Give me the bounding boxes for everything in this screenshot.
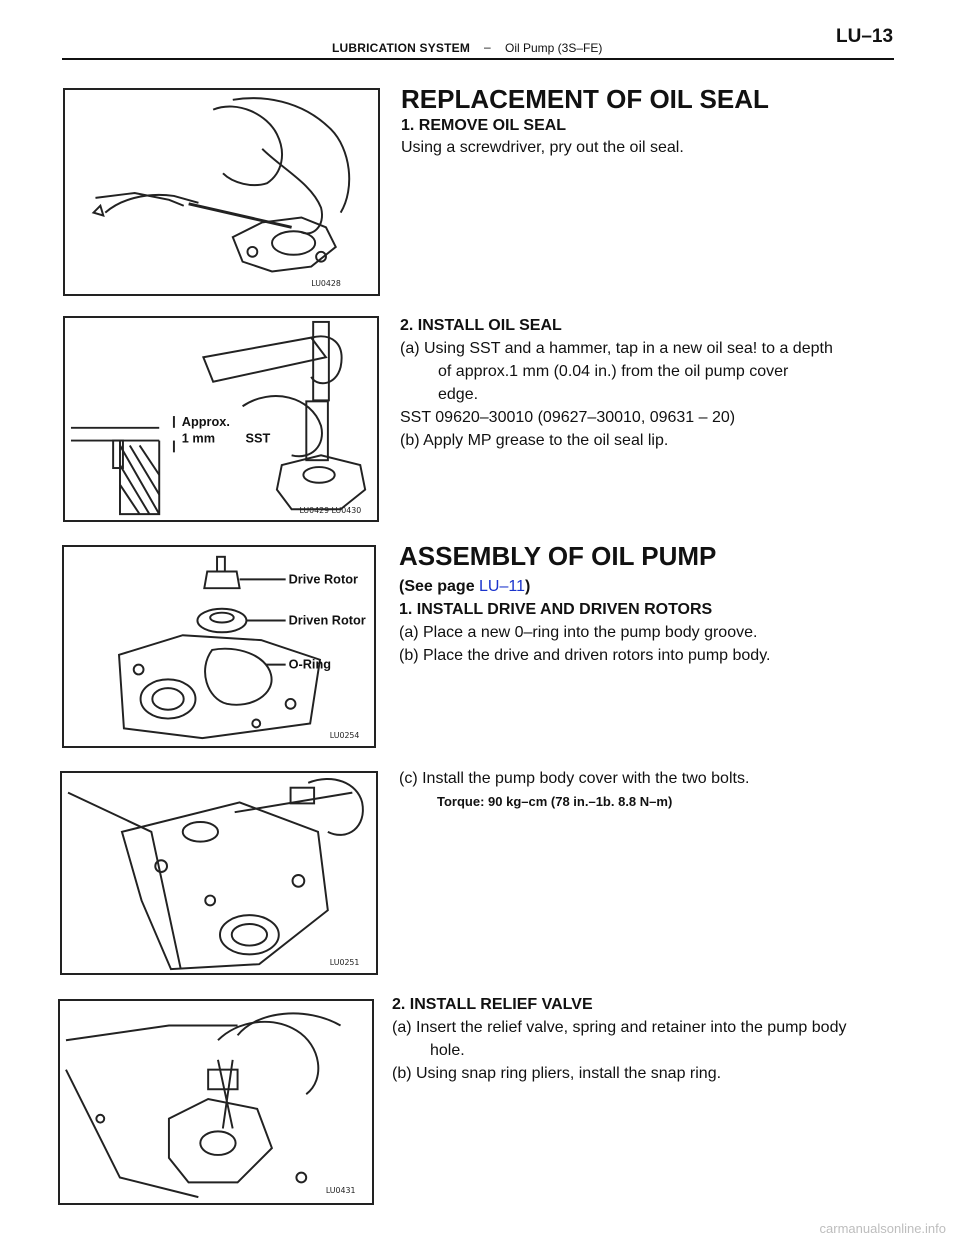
figure-remove-oil-seal-drawing <box>65 90 378 294</box>
figure-install-cover <box>60 771 378 975</box>
figure-install-rotors-drawing <box>64 547 374 746</box>
replacement-step2-sst: SST 09620–30010 (09627–30010, 09631 – 20) <box>400 409 736 426</box>
assembly-title: ASSEMBLY OF OIL PUMP <box>399 541 717 571</box>
figure-3-label-driven: Driven Rotor <box>288 612 366 628</box>
replacement-step2-a2: of approx.1 mm (0.04 in.) from the oil pump cover <box>438 363 789 380</box>
figure-install-oil-seal <box>63 316 379 522</box>
header-dash: – <box>484 40 491 54</box>
assembly-step1-a: (a) Place a new 0–ring into the pump body groove. <box>399 624 758 641</box>
assembly-step2-a1: (a) Insert the relief valve, spring and retainer into the pump body <box>392 1019 847 1036</box>
assembly-see-suffix: ) <box>525 578 531 595</box>
figure-install-cover-drawing <box>62 773 376 973</box>
figure-install-oil-seal-drawing <box>65 318 377 520</box>
figure-remove-oil-seal <box>63 88 380 296</box>
replacement-step2-a3: edge. <box>438 386 479 403</box>
figure-1-code: LU0428 <box>311 279 341 289</box>
header-subsection: Oil Pump (3S–FE) <box>505 41 603 55</box>
header-rule <box>62 58 894 60</box>
replacement-step2-a1: (a) Using SST and a hammer, tap in a new oil sea! to a depth <box>400 340 833 357</box>
figure-2-label-mm: 1 mm <box>181 430 216 446</box>
assembly-step1-b: (b) Place the drive and driven rotors into pump body. <box>399 647 771 664</box>
watermark: carmanualsonline.info <box>819 1221 946 1236</box>
figure-3-label-drive: Drive Rotor <box>288 571 358 587</box>
figure-2-label-sst: SST <box>245 430 271 446</box>
replacement-title: REPLACEMENT OF OIL SEAL <box>401 84 769 114</box>
assembly-step2-a2: hole. <box>430 1042 465 1059</box>
assembly-step2-b: (b) Using snap ring pliers, install the snap ring. <box>392 1065 722 1082</box>
header-page-code: LU–13 <box>836 26 894 47</box>
figure-install-relief-valve <box>58 999 374 1205</box>
assembly-step1-title: 1. INSTALL DRIVE AND DRIVEN ROTORS <box>399 601 713 618</box>
replacement-step1-title: 1. REMOVE OIL SEAL <box>401 117 567 134</box>
assembly-step1-c: (c) Install the pump body cover with the two bolts. <box>399 770 750 787</box>
figure-install-rotors <box>62 545 376 748</box>
assembly-step2-title: 2. INSTALL RELIEF VALVE <box>392 996 593 1013</box>
figure-5-code: LU0431 <box>325 1186 356 1196</box>
assembly-see-link[interactable]: LU–11 <box>479 578 525 595</box>
figure-3-code: LU0254 <box>329 731 360 741</box>
figure-3-label-oring: O-Ring <box>288 656 332 672</box>
replacement-step1-text: Using a screwdriver, pry out the oil seal. <box>401 139 684 156</box>
replacement-step2-title: 2. INSTALL OIL SEAL <box>400 317 562 334</box>
assembly-see-prefix: (See page <box>399 578 480 595</box>
assembly-torque-spec: Torque: 90 kg–cm (78 in.–1b. 8.8 N–m) <box>437 794 673 809</box>
figure-install-relief-valve-drawing <box>60 1001 372 1203</box>
assembly-see-page <box>399 575 530 598</box>
header-section: LUBRICATION SYSTEM <box>332 41 471 55</box>
figure-4-code: LU0251 <box>329 958 360 968</box>
replacement-step2-b: (b) Apply MP grease to the oil seal lip. <box>400 432 669 449</box>
figure-2-label-approx: Approx. <box>181 413 230 429</box>
figure-2-code: LU0429 LU0430 <box>299 506 362 516</box>
